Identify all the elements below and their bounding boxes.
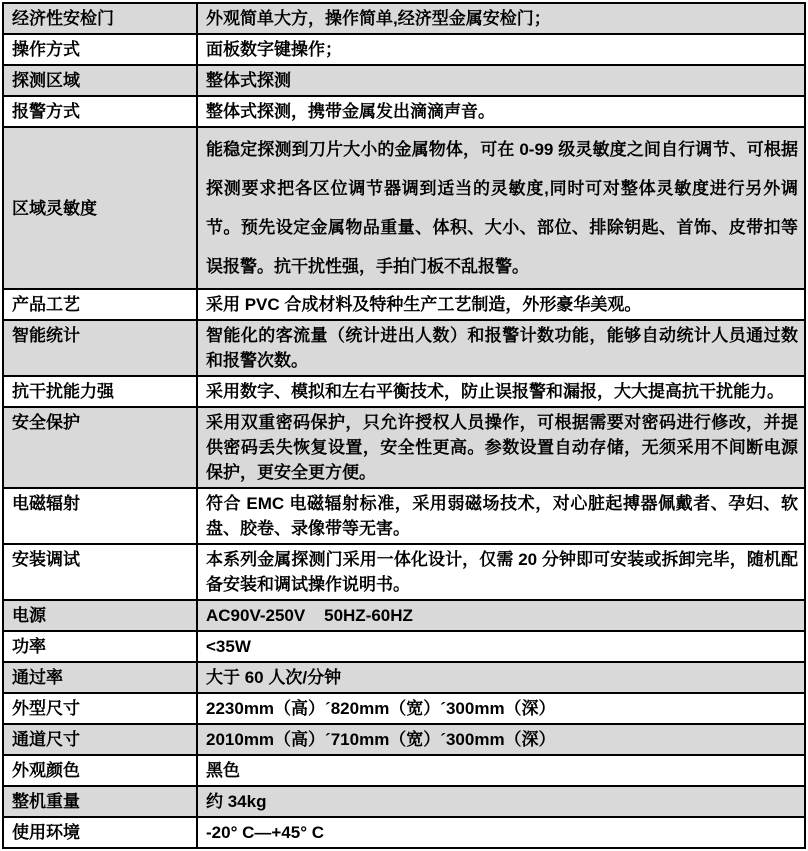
spec-row [3, 289, 805, 320]
spec-label-cell: 通道尺寸 [3, 724, 197, 755]
spec-label-cell: 安装调试 [3, 544, 197, 600]
spec-value-cell: 智能化的客流量（统计进出人数）和报警计数功能，能够自动统计人员通过数和报警次数。 [197, 320, 805, 376]
spec-label-cell: 功率 [3, 631, 197, 662]
spec-label-cell: 电磁辐射 [3, 488, 197, 544]
spec-label-cell: 区域灵敏度 [3, 127, 197, 289]
spec-label-cell: 安全保护 [3, 407, 197, 488]
spec-row [3, 724, 805, 755]
spec-row [3, 65, 805, 96]
spec-row [3, 817, 805, 848]
spec-value-cell: 整体式探测，携带金属发出滴滴声音。 [197, 96, 805, 127]
spec-row [3, 376, 805, 407]
spec-value-cell: 2230mm（高）´820mm（宽）´300mm（深） [197, 693, 805, 724]
spec-label-cell: 操作方式 [3, 34, 197, 65]
spec-label-cell: 外观颜色 [3, 755, 197, 786]
spec-value-cell: 符合 EMC 电磁辐射标准，采用弱磁场技术，对心脏起搏器佩戴者、孕妇、软盘、胶卷、录像带等无害。 [197, 488, 805, 544]
spec-label-cell: 电源 [3, 600, 197, 631]
spec-label-cell: 使用环境 [3, 817, 197, 848]
spec-row [3, 320, 805, 376]
spec-row [3, 34, 805, 65]
spec-row [3, 693, 805, 724]
spec-value-cell: 采用双重密码保护，只允许授权人员操作，可根据需要对密码进行修改，并提供密码丢失恢复设置，安全性更高。参数设置自动存储，无须采用不间断电源保护，更安全更方便。 [197, 407, 805, 488]
spec-value-cell: 整体式探测 [197, 65, 805, 96]
spec-table [2, 2, 806, 849]
spec-value-cell: AC90V-250V 50HZ-60HZ [197, 600, 805, 631]
spec-label-cell: 智能统计 [3, 320, 197, 376]
spec-row [3, 600, 805, 631]
spec-label-cell: 抗干扰能力强 [3, 376, 197, 407]
spec-value-cell: 约 34kg [197, 786, 805, 817]
spec-label-cell: 外型尺寸 [3, 693, 197, 724]
spec-label-cell: 报警方式 [3, 96, 197, 127]
spec-label-cell: 探测区域 [3, 65, 197, 96]
spec-value-cell: 外观简单大方，操作简单,经济型金属安检门； [197, 3, 805, 34]
spec-row [3, 631, 805, 662]
spec-row [3, 488, 805, 544]
spec-row [3, 127, 805, 289]
spec-value-cell: 采用数字、模拟和左右平衡技术，防止误报警和漏报，大大提高抗干扰能力。 [197, 376, 805, 407]
spec-row [3, 3, 805, 34]
spec-row [3, 544, 805, 600]
spec-row [3, 786, 805, 817]
spec-value-cell: 采用 PVC 合成材料及特种生产工艺制造，外形豪华美观。 [197, 289, 805, 320]
spec-value-cell: 2010mm（高）´710mm（宽）´300mm（深） [197, 724, 805, 755]
spec-row [3, 755, 805, 786]
spec-row [3, 407, 805, 488]
spec-value-cell: -20° C—+45° C [197, 817, 805, 848]
spec-table-body [3, 3, 805, 848]
spec-label-cell: 产品工艺 [3, 289, 197, 320]
spec-value-cell: <35W [197, 631, 805, 662]
spec-value-cell: 能稳定探测到刀片大小的金属物体，可在 0-99 级灵敏度之间自行调节、可根据探测要求把各区位调节器调到适当的灵敏度,同时可对整体灵敏度进行另外调节。预先设定金属物品重量、体积、大小、部位、排除钥匙、首饰、皮带扣等误报警。抗干扰性强，手拍门板不乱报警。 [197, 127, 805, 289]
spec-label-cell: 通过率 [3, 662, 197, 693]
spec-label-cell: 整机重量 [3, 786, 197, 817]
spec-label-cell: 经济性安检门 [3, 3, 197, 34]
spec-value-cell: 本系列金属探测门采用一体化设计，仅需 20 分钟即可安装或拆卸完毕，随机配备安装和调试操作说明书。 [197, 544, 805, 600]
spec-value-cell: 大于 60 人次/分钟 [197, 662, 805, 693]
spec-value-cell: 黑色 [197, 755, 805, 786]
spec-row [3, 662, 805, 693]
spec-value-cell: 面板数字键操作； [197, 34, 805, 65]
spec-row [3, 96, 805, 127]
